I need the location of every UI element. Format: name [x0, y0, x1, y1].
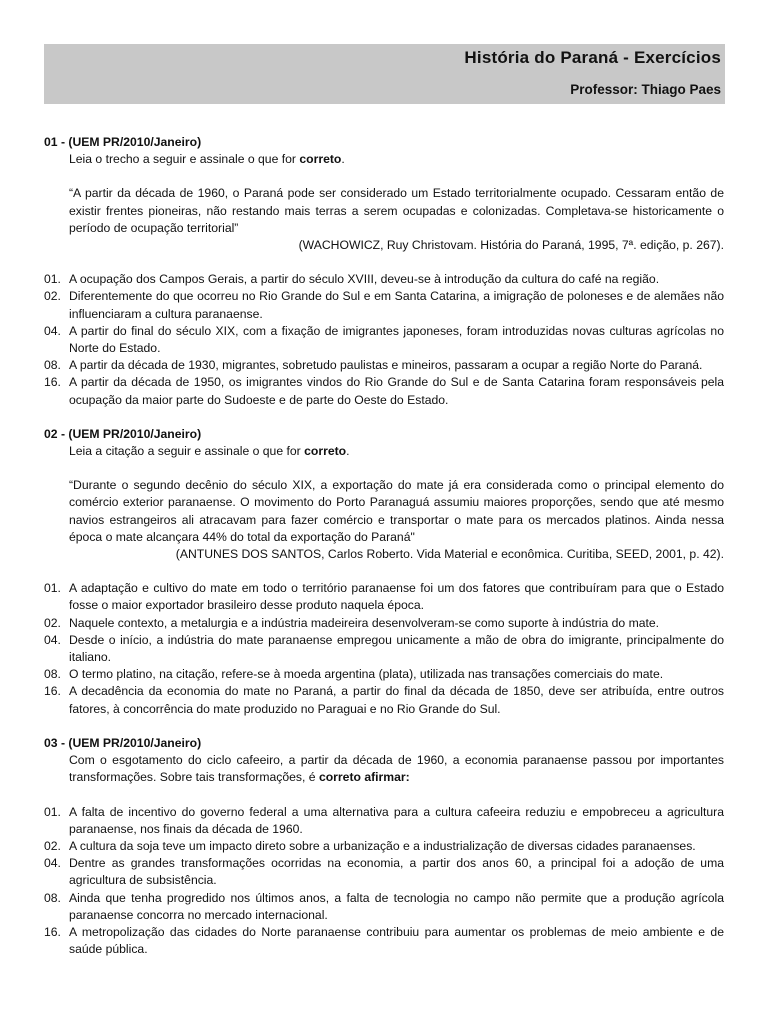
- citation: (ANTUNES DOS SANTOS, Carlos Roberto. Vida Material e econômica. Curitiba, SEED, 2001, p. 42).: [175, 547, 724, 562]
- question-body: [44, 752, 724, 786]
- document-body: [44, 134, 724, 975]
- question-instruction: Leia a citação a seguir e assinale o que for correto.: [69, 444, 350, 459]
- option-item: 04. A partir do final do século XIX, com a fixação de imigrantes japoneses, foram introduzidas novas culturas agrícolas no Norte do Estado.: [44, 323, 724, 356]
- page-header: [44, 44, 725, 104]
- document-title: História do Paraná - Exercícios: [464, 48, 721, 67]
- quote-text: “A partir da década de 1960, o Paraná pode ser considerado um Estado territorialmente ocupado. Cessaram então de existir frentes pioneiras, não restando mais terras a serem ocupadas e colonizadas. Completava-se historicamente o período de ocupação territorial”: [69, 186, 724, 235]
- option-item: 01. A adaptação e cultivo do mate em todo o território paranaense foi um dos fatores que contribuíram para que o Estado fosse o maior exportador brasileiro desse produto naquela época.: [44, 581, 724, 613]
- question-02: [44, 426, 724, 718]
- citation: (WACHOWICZ, Ruy Christovam. História do Paraná, 1995, 7ª. edição, p. 267).: [298, 238, 724, 253]
- option-item: 16. A decadência da economia do mate no Paraná, a partir do final da década de 1850, deve ser atribuída, entre outros fatores, à concorrência do mate produzido no Paraguai e no Rio Grande do Sul.: [44, 684, 724, 716]
- option-item: 02. A cultura da soja teve um impacto direto sobre a urbanização e a industrialização de diversas cidades paranaenses.: [44, 838, 696, 853]
- question-body: [44, 443, 724, 563]
- option-item: 08. Ainda que tenha progredido nos últimos anos, a falta de tecnologia no campo não permite que a produção agrícola paranaense concorra no mercado internacional.: [44, 890, 724, 922]
- option-item: 02. Diferentemente do que ocorreu no Rio Grande do Sul e em Santa Catarina, a imigração de poloneses e de alemães não influenciaram a cultura paranaense.: [44, 289, 724, 321]
- quote-text: “Durante o segundo decênio do século XIX, a exportação do mate já era considerada como o principal elemento do comércio exterior paranaense. O movimento do Porto Paranaguá assumiu maiores proporções, sendo que até mesmo navios estrangeiros ali atracavam para fazer comércio e transportar o mate para os mercados platinos. Ainda nessa época o mate alcançara 44% do total da exportação do Paraná": [69, 478, 724, 544]
- options-list: [44, 804, 724, 959]
- question-03: [44, 735, 724, 958]
- option-item: 16. A metropolização das cidades do Norte paranaense contribuiu para aumentar os problemas de meio ambiente e de saúde pública.: [44, 924, 724, 957]
- option-item: 01. A falta de incentivo do governo federal a uma alternativa para a cultura cafeeira reduziu e empobreceu a agricultura paranaense, nos finais da década de 1960.: [44, 804, 724, 836]
- option-item: 01. A ocupação dos Campos Gerais, a partir do século XVIII, deveu-se à introdução da cultura do café na região.: [44, 272, 660, 287]
- question-header: 01 - (UEM PR/2010/Janeiro): [44, 135, 202, 149]
- option-item: 08. O termo platino, na citação, refere-se à moeda argentina (plata), utilizada nas transações comerciais do mate.: [44, 667, 664, 682]
- question-instruction: Leia o trecho a seguir e assinale o que for correto.: [69, 152, 345, 167]
- professor-name: Professor: Thiago Paes: [570, 82, 721, 97]
- question-instruction: Com o esgotamento do ciclo cafeeiro, a partir da década de 1960, a economia paranaense passou por importantes transformações. Sobre tais transformações, é correto afirmar:: [69, 753, 724, 785]
- question-01: [44, 134, 724, 409]
- option-item: 02. Naquele contexto, a metalurgia e a indústria madeireira desenvolveram-se como suporte à indústria do mate.: [44, 615, 660, 630]
- question-header: 02 - (UEM PR/2010/Janeiro): [44, 426, 202, 441]
- question-header: 03 - (UEM PR/2010/Janeiro): [44, 735, 202, 750]
- option-item: 04. Desde o início, a indústria do mate paranaense empregou unicamente a mão de obra do imigrante, principalmente do italiano.: [44, 632, 724, 665]
- option-item: 04. Dentre as grandes transformações ocorridas na economia, a partir dos anos 60, a principal foi a adoção de uma agricultura de subsistência.: [44, 856, 724, 888]
- options-list: [44, 580, 724, 718]
- options-list: [44, 271, 724, 409]
- option-item: 16. A partir da década de 1950, os imigrantes vindos do Rio Grande do Sul e de Santa Catarina foram responsáveis pela ocupação da maior parte do Sudoeste e de parte do Oeste do Estado.: [44, 375, 724, 407]
- question-body: [44, 151, 724, 254]
- option-item: 08. A partir da década de 1930, migrantes, sobretudo paulistas e mineiros, passaram a ocupar a região Norte do Paraná.: [44, 358, 703, 373]
